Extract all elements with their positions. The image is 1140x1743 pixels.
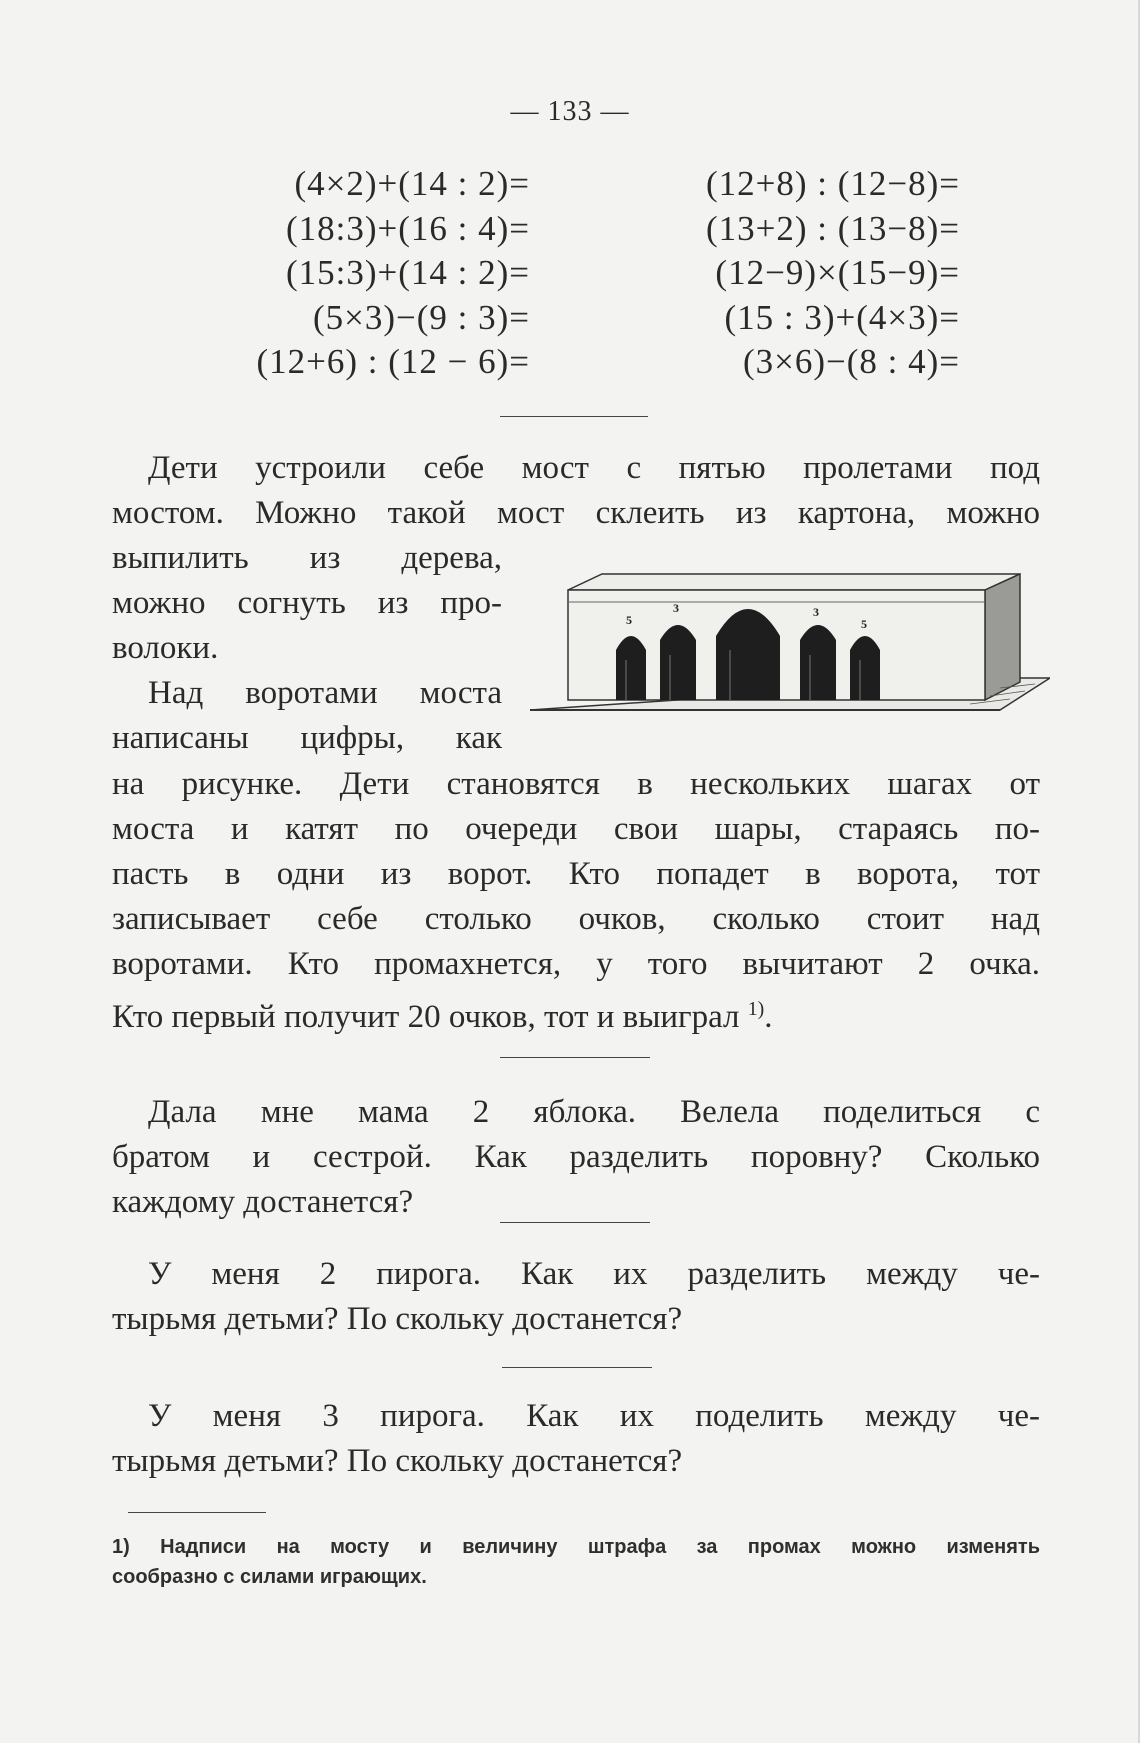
section-divider <box>500 416 648 417</box>
text-line: каждому достанется? <box>112 1184 414 1220</box>
text-line: мостом. Можно такой мост склеить из картона, можно <box>112 495 1040 531</box>
bridge-arch <box>616 636 646 700</box>
text-line: У меня 3 пирога. Как их поделить между че- <box>148 1398 1040 1434</box>
bridge-paragraph-bottom <box>112 762 1040 1040</box>
bridge-arch <box>800 625 836 700</box>
apples-problem <box>112 1090 1040 1225</box>
text-line: написаны цифры, как <box>112 720 502 756</box>
text-line: пасть в одни из ворот. Кто попадет в ворота, тот <box>112 856 1040 892</box>
text-line: тырьмя детьми? По скольку достанется? <box>112 1443 683 1479</box>
bridge-arch <box>716 609 780 700</box>
text-line: Дети устроили себе мост с пятью пролетами под <box>148 450 1040 486</box>
bridge-arch <box>660 625 696 700</box>
text-line: моста и катят по очереди свои шары, стараясь по- <box>112 811 1040 847</box>
pies-two-problem <box>112 1252 1040 1342</box>
bridge-arch <box>850 636 880 700</box>
text-line: волоки. <box>112 630 219 666</box>
gate-number: 5 <box>626 613 632 627</box>
text-line: записывает себе столько очков, сколько стоит над <box>112 901 1040 937</box>
page-number: — 133 — <box>510 96 630 127</box>
gate-number: 3 <box>673 601 679 615</box>
equation: (18:3)+(16 : 4)= <box>285 208 530 248</box>
bridge-paragraph-wrapped <box>112 536 502 761</box>
equation: (12−9)×(15−9)= <box>715 253 960 292</box>
text-line: можно согнуть из про- <box>112 585 502 621</box>
bridge-paragraph-top <box>112 446 1040 536</box>
equation: (13+2) : (13−8)= <box>705 208 960 248</box>
equation: (12+6) : (12 − 6)= <box>256 342 530 381</box>
equation: (4×2)+(14 : 2)= <box>294 164 530 203</box>
footnote-line: 1) Надписи на мосту и величину штрафа за промах можно изменять <box>112 1536 1040 1558</box>
section-divider <box>502 1367 652 1368</box>
text-line: выпилить из дерева, <box>112 540 502 576</box>
text-line: тырьмя детьми? По скольку достанется? <box>112 1301 683 1337</box>
footnote-reference: 1) <box>747 998 765 1020</box>
pies-three-problem <box>112 1394 1040 1484</box>
text-line: братом и сестрой. Как разделить поровну? Сколько <box>112 1139 1040 1175</box>
text-line: У меня 2 пирога. Как их разделить между че- <box>148 1256 1040 1292</box>
footnote <box>112 1532 1040 1592</box>
equation: (15:3)+(14 : 2)= <box>285 253 530 292</box>
text-line: Над воротами моста <box>148 675 502 711</box>
equation: (5×3)−(9 : 3)= <box>312 297 530 337</box>
text-line: воротами. Кто промахнется, у того вычитают 2 очка. <box>112 946 1040 982</box>
section-divider <box>500 1057 650 1058</box>
footnote-divider <box>128 1512 266 1513</box>
text-line: на рисунке. Дети становятся в нескольких шагах от <box>112 766 1040 802</box>
footnote-line: сообразно с силами играющих. <box>112 1566 427 1588</box>
equation: (12+8) : (12−8)= <box>705 164 960 203</box>
equation-column-left <box>150 162 530 385</box>
equation-column-right <box>590 162 960 385</box>
equation: (15 : 3)+(4×3)= <box>724 297 960 337</box>
gate-number: 5 <box>861 617 867 631</box>
equation: (3×6)−(8 : 4)= <box>742 342 960 381</box>
text-line: Дала мне мама 2 яблока. Велела поделиться с <box>148 1094 1040 1130</box>
gate-number: 3 <box>813 605 819 619</box>
answer-line <box>500 1222 650 1223</box>
text-line: Кто первый получит 20 очков, тот и выиграл $^{1)}$. <box>112 998 773 1035</box>
bridge-illustration <box>530 560 1050 740</box>
